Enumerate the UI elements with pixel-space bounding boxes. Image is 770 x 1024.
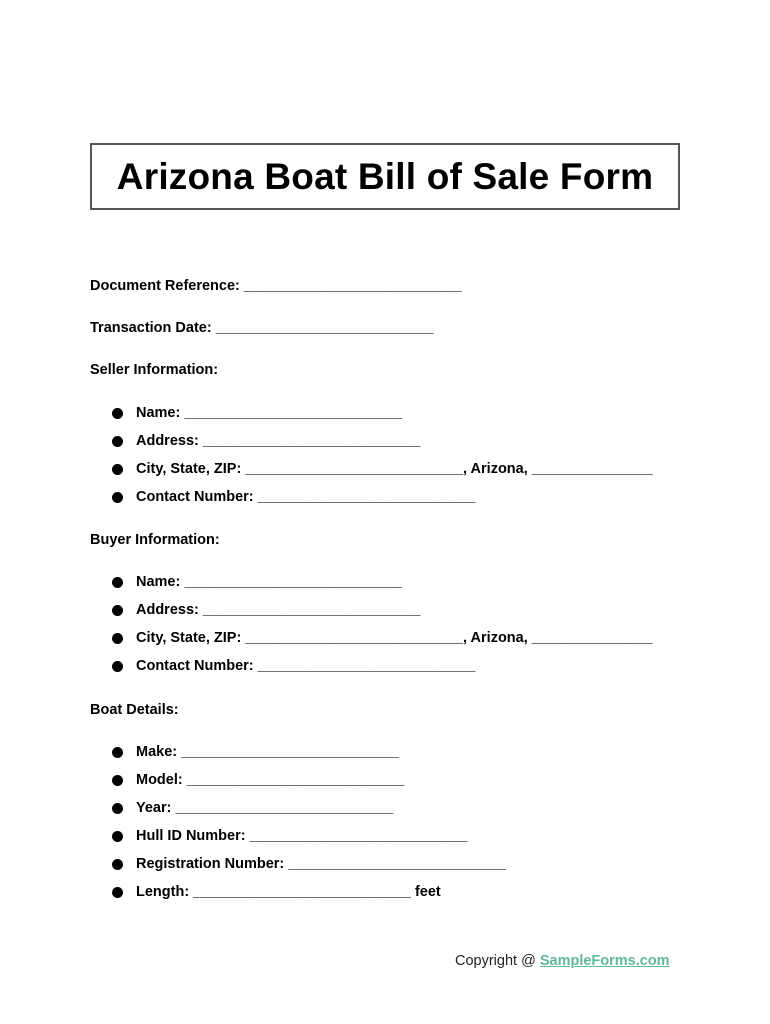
bullet-icon [112,661,123,672]
bullet-icon [112,633,123,644]
seller-contact-label: Contact Number: ___________________________ [136,489,476,505]
buyer-city-state-zip-item [112,631,653,646]
bullet-icon [112,803,123,814]
bullet-icon [112,747,123,758]
boat-model-label: Model: ___________________________ [136,772,405,788]
bullet-icon [112,859,123,870]
boat-make-label: Make: ___________________________ [136,744,399,760]
bullet-icon [112,605,123,616]
buyer-address-item [112,603,421,618]
transaction-date-field: Transaction Date: ___________________________ [90,320,434,336]
bullet-icon [112,577,123,588]
copyright-text: Copyright @ [455,953,540,969]
bullet-icon [112,492,123,503]
boat-length-item [112,885,441,900]
copyright-footer [455,954,670,969]
seller-contact-item [112,490,475,505]
buyer-city-state-zip-label: City, State, ZIP: ___________________________, Arizona, _______________ [136,630,653,646]
bullet-icon [112,464,123,475]
bullet-icon [112,775,123,786]
buyer-contact-item [112,659,475,674]
buyer-heading: Buyer Information: [90,532,220,548]
seller-city-state-zip-item [112,462,653,477]
boat-length-label: Length: ___________________________ feet [136,884,441,900]
document-reference-field: Document Reference: ___________________________ [90,278,462,294]
seller-heading: Seller Information: [90,362,219,378]
bullet-icon [112,887,123,898]
boat-hull-id-label: Hull ID Number: ___________________________ [136,828,468,844]
sampleforms-link[interactable]: SampleForms.com [539,953,670,969]
boat-year-label: Year: ___________________________ [136,800,394,816]
seller-address-label: Address: ___________________________ [136,433,421,449]
title-box [90,143,680,210]
bullet-icon [112,436,123,447]
boat-heading: Boat Details: [90,702,179,718]
buyer-name-item [112,575,402,590]
bullet-icon [112,831,123,842]
seller-address-item [112,434,421,449]
boat-registration-item [112,857,506,872]
boat-registration-label: Registration Number: ___________________________ [136,856,506,872]
boat-year-item [112,801,393,816]
seller-city-state-zip-label: City, State, ZIP: ___________________________, Arizona, _______________ [136,461,653,477]
seller-name-label: Name: ___________________________ [136,405,403,421]
boat-model-item [112,773,404,788]
boat-make-item [112,745,399,760]
bullet-icon [112,408,123,419]
seller-name-item [112,406,402,421]
boat-hull-id-item [112,829,467,844]
buyer-name-label: Name: ___________________________ [136,574,403,590]
page-title: Arizona Boat Bill of Sale Form [116,155,654,197]
buyer-contact-label: Contact Number: ___________________________ [136,658,476,674]
buyer-address-label: Address: ___________________________ [136,602,421,618]
